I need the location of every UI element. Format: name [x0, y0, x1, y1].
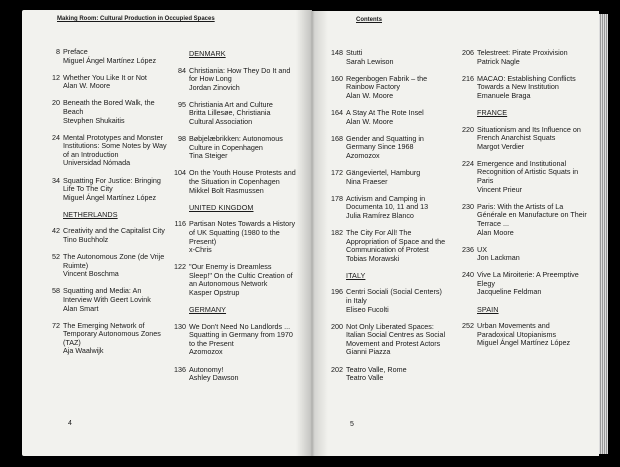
toc-page-number: 160: [331, 73, 343, 83]
toc-author: Vincent Prieur: [477, 184, 523, 194]
toc-title: Squatting For Justice: Bringing Life To The City: [63, 175, 161, 194]
toc-title: Mental Prototypes and Monster Institutions: Some Notes by Way of an Introduction: [63, 132, 167, 159]
running-head-right: Contents: [356, 17, 382, 23]
toc-page-number: 240: [462, 270, 474, 280]
toc-page-number: 72: [52, 320, 60, 330]
toc-author: Alan W. Moore: [346, 116, 394, 126]
toc-entry: [454, 322, 589, 348]
toc-author: Alan Smart: [63, 303, 99, 313]
toc-page-number: 116: [174, 219, 186, 229]
toc-entry: [323, 195, 448, 221]
section-heading: UNITED KINGDOM: [189, 202, 254, 212]
toc-author: Sarah Lewison: [346, 56, 394, 66]
toc-entry: [323, 169, 448, 186]
toc-title: Telestreet: Pirate Proxivision: [477, 48, 568, 57]
toc-title: We Don't Need No Landlords ... Squatting in Germany from 1970 to the Present: [189, 321, 293, 348]
toc-author: Tino Buchholz: [63, 235, 109, 244]
section-heading: SPAIN: [477, 304, 499, 314]
toc-page-number: 104: [174, 168, 186, 178]
toc-author: Britta Lillesøe, Christiania Cultural Association: [189, 108, 271, 127]
toc-entry: [166, 366, 296, 383]
toc-author: Alan Moore: [477, 227, 514, 237]
toc-title: "Our Enemy is Dreamless Sleep!" On the Cultic Creation of an Autonomous Network: [189, 262, 293, 289]
toc-entry: [40, 287, 168, 313]
toc-author: Alan W. Moore: [63, 81, 111, 91]
toc-title: Gender and Squatting in Germany Since 1968: [346, 133, 424, 152]
toc-entry: [323, 75, 448, 101]
toc-page-number: 84: [178, 65, 186, 75]
toc-page-number: 178: [331, 193, 343, 203]
toc-title: Paris: With the Artists of La Générale en Manufacture on Their Terrace ...: [477, 201, 587, 228]
toc-author: Kasper Opstrup: [189, 287, 240, 297]
toc-author: Julia Ramírez Blanco: [346, 210, 414, 220]
toc-column-right-1: [323, 49, 448, 391]
toc-title: Autonomy!: [189, 364, 224, 374]
toc-entry: [166, 169, 296, 195]
section-heading: GERMANY: [189, 305, 227, 315]
toc-entry: [454, 203, 589, 237]
toc-page-number: 52: [52, 252, 60, 262]
toc-page-number: 95: [178, 99, 186, 109]
toc-title: Creativity and the Capitalist City: [63, 226, 165, 236]
toc-author: Jacqueline Feldman: [477, 287, 542, 297]
toc-entry: [323, 109, 448, 126]
toc-entry: [166, 263, 296, 297]
toc-author: Miguel Ángel Martínez López: [477, 338, 571, 348]
toc-page-number: 236: [462, 244, 474, 254]
toc-entry: [454, 160, 589, 194]
toc-title: Squatting and Media: An Interview With Geert Lovink: [63, 286, 151, 304]
toc-entry: [40, 99, 168, 125]
toc-entry: [323, 323, 448, 357]
toc-author: Nina Fraeser: [346, 176, 388, 186]
toc-title: The City For All! The Appropriation of Space and the Communication of Protest: [346, 227, 446, 255]
toc-title: Whether You Like It or Not: [63, 72, 147, 82]
toc-entry: [454, 75, 589, 101]
toc-entry: [40, 322, 168, 356]
toc-title: Urban Movements and Paradoxical Utopianisms: [477, 321, 557, 339]
toc-author: Teatro Valle: [346, 373, 384, 383]
toc-title: MACAO: Establishing Conflicts Towards a New Institution: [477, 73, 576, 92]
toc-author: Jordan Zinovich: [189, 82, 240, 92]
toc-author: Margot Verdier: [477, 141, 525, 151]
toc-author: Miguel Ángel Martínez López: [63, 192, 157, 202]
toc-page-number: 122: [174, 262, 186, 272]
toc-entry: [166, 135, 296, 161]
toc-author: Mikkel Bolt Rasmussen: [189, 185, 264, 195]
toc-title: Beneath the Bored Walk, the Beach: [63, 98, 155, 116]
toc-page-number: 200: [331, 321, 343, 331]
toc-page-number: 20: [52, 98, 60, 108]
toc-title: Vive La Miroiterie: A Preemptive Elegy: [477, 270, 579, 288]
toc-author: Eliseo Fucolti: [346, 304, 389, 314]
toc-author: Gianni Piazza: [346, 347, 391, 357]
toc-entry: [166, 101, 296, 127]
toc-title: UX: [477, 244, 487, 254]
toc-entry: [40, 227, 168, 244]
toc-page-number: 168: [331, 133, 343, 143]
toc-entry: [40, 134, 168, 168]
toc-entry: [454, 271, 589, 297]
section-heading: NETHERLANDS: [63, 209, 118, 219]
toc-page-number: 130: [174, 321, 186, 331]
toc-page-number: 24: [52, 132, 60, 142]
book-spine-shadow: [296, 10, 328, 456]
toc-page-number: 220: [462, 124, 474, 134]
toc-page-number: 206: [462, 48, 474, 57]
toc-page-number: 136: [174, 364, 186, 374]
toc-entry: [323, 135, 448, 161]
toc-title: A Stay At The Rote Insel: [346, 107, 424, 117]
page-edges: [599, 14, 608, 454]
toc-page-number: 42: [52, 226, 60, 236]
toc-title: Stutti: [346, 48, 363, 57]
left-page: [22, 10, 312, 456]
toc-entry: [40, 74, 168, 91]
toc-author: Universidad Nómada: [63, 158, 131, 168]
page-number-left: 4: [68, 420, 72, 427]
toc-title: Centri Sociali (Social Centers) in Italy: [346, 287, 442, 305]
toc-entry: [454, 49, 589, 66]
toc-title: Activism and Camping in Documenta 10, 11 and 13: [346, 193, 429, 212]
section-heading: FRANCE: [477, 107, 508, 117]
toc-title: Situationism and Its Influence on French Anarchist Squats: [477, 124, 581, 143]
toc-title: Emergence and Institutional Recognition of Artistic Squats in Paris: [477, 158, 579, 186]
right-page: [312, 11, 599, 456]
toc-column-left-2: [166, 50, 296, 391]
toc-entry: [40, 177, 168, 203]
toc-entry: [323, 288, 448, 314]
toc-page-number: 202: [331, 364, 343, 374]
section-heading: ITALY: [346, 270, 366, 280]
toc-entry: [166, 220, 296, 254]
toc-entry: [323, 49, 448, 66]
toc-title: Preface: [63, 47, 88, 56]
toc-entry: [323, 366, 448, 383]
toc-author: Aja Waalwijk: [63, 346, 104, 356]
toc-title: Teatro Valle, Rome: [346, 364, 407, 374]
toc-title: Partisan Notes Towards a History of UK Squatting (1980 to the Present): [189, 219, 296, 246]
toc-author: Stevphen Shukaitis: [63, 115, 125, 125]
toc-entry: [166, 323, 296, 357]
toc-page-number: 98: [178, 134, 186, 144]
toc-page-number: 196: [331, 287, 343, 297]
toc-author: Tina Steiger: [189, 151, 228, 161]
toc-entry: [40, 253, 168, 279]
toc-page-number: 216: [462, 73, 474, 83]
toc-title: Gängeviertel, Hamburg: [346, 167, 421, 177]
toc-title: The Autonomous Zone (de Vrije Ruimte): [63, 252, 165, 270]
toc-title: On the Youth House Protests and the Situation in Copenhagen: [189, 168, 296, 187]
running-head-left: Making Room: Cultural Production in Occupied Spaces: [57, 16, 215, 22]
toc-title: The Emerging Network of Temporary Autonomous Zones (TAZ): [63, 320, 161, 347]
toc-entry: [323, 229, 448, 263]
toc-title: Christiania: How They Do It and for How Long: [189, 65, 291, 84]
toc-author: Tobias Morawski: [346, 253, 400, 263]
section-heading: DENMARK: [189, 49, 226, 58]
toc-author: Azomozox: [346, 150, 380, 160]
toc-page-number: 230: [462, 201, 474, 211]
toc-title: Bøbjelæbrikken: Autonomous Culture in Copenhagen: [189, 134, 283, 152]
toc-title: Christiania Art and Culture: [189, 99, 273, 109]
page-number-right: 5: [350, 421, 354, 428]
toc-page-number: 252: [462, 321, 474, 331]
toc-page-number: 34: [52, 175, 60, 185]
toc-page-number: 58: [52, 286, 60, 296]
toc-entry: [40, 48, 168, 65]
toc-entry: [454, 246, 589, 263]
toc-author: Alan W. Moore: [346, 90, 394, 100]
toc-author: x-Chris: [189, 245, 212, 255]
toc-author: Vincent Boschma: [63, 269, 119, 279]
toc-page-number: 224: [462, 158, 474, 168]
toc-page-number: 148: [331, 48, 343, 57]
toc-title: Not Only Liberated Spaces: Italian Social Centres as Social Movement and Protest Actors: [346, 321, 446, 348]
toc-page-number: 12: [52, 72, 60, 82]
toc-author: Patrick Nagle: [477, 56, 520, 66]
toc-author: Azomozox: [189, 347, 223, 357]
toc-page-number: 172: [331, 167, 343, 177]
toc-entry: [454, 126, 589, 152]
toc-page-number: 164: [331, 107, 343, 117]
toc-author: Emanuele Braga: [477, 90, 531, 100]
toc-column-left-1: [40, 48, 168, 365]
toc-page-number: 182: [331, 227, 343, 237]
toc-page-number: 8: [56, 47, 60, 56]
toc-title: Regenbogen Fabrik – the Rainbow Factory: [346, 73, 428, 92]
toc-author: Ashley Dawson: [189, 373, 239, 383]
toc-author: Jon Lackman: [477, 253, 520, 263]
toc-entry: [166, 67, 296, 93]
toc-author: Miguel Ángel Martínez López: [63, 55, 157, 65]
toc-column-right-2: [454, 49, 589, 356]
